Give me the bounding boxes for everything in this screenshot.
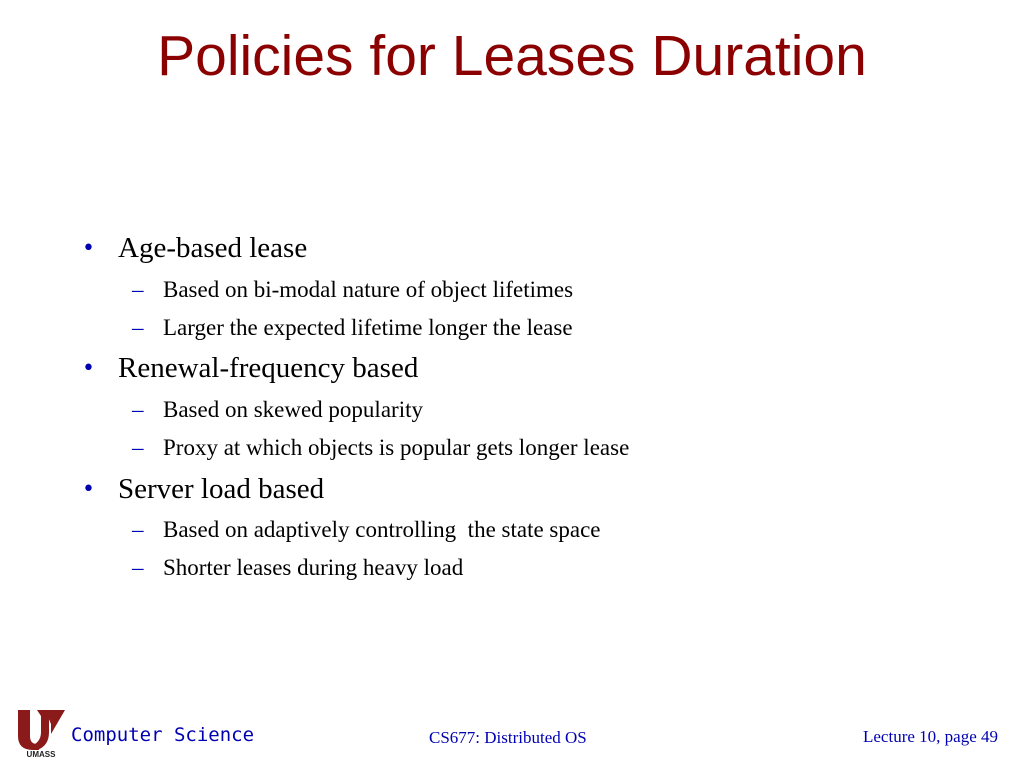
footer-course: CS677: Distributed OS [429, 728, 587, 747]
sub-bullet-item [132, 277, 574, 303]
sub-bullet-item [132, 397, 423, 423]
bullet-text: Renewal-frequency based [118, 352, 419, 384]
umass-logo-icon [15, 706, 67, 758]
sub-bullet-text: Based on skewed popularity [163, 397, 423, 422]
bullet-item [82, 232, 308, 265]
sub-bullet-text: Based on bi-modal nature of object lifetimes [163, 277, 574, 302]
bullet-item [82, 473, 325, 506]
sub-bullet-text: Based on adaptively controlling the state space [163, 517, 601, 542]
sub-bullet-item [132, 555, 464, 581]
bullet-marker: • [82, 477, 95, 502]
sub-bullet-item [132, 435, 630, 461]
footer-page-number: Lecture 10, page 49 [863, 727, 998, 746]
bullet-marker: • [82, 236, 95, 261]
sub-bullet-item [132, 315, 573, 341]
sub-bullet-text: Larger the expected lifetime longer the lease [163, 315, 573, 340]
sub-bullet-text: Proxy at which objects is popular gets longer lease [163, 435, 630, 460]
sub-bullet-item [132, 517, 601, 543]
dash-marker: – [132, 435, 144, 460]
dash-marker: – [132, 315, 144, 340]
sub-bullet-text: Shorter leases during heavy load [163, 555, 464, 580]
dash-marker: – [132, 555, 144, 580]
bullet-text: Age-based lease [118, 232, 308, 264]
dash-marker: – [132, 397, 144, 422]
slide-title: Policies for Leases Duration [157, 24, 867, 88]
logo-wordmark: UMASS [26, 750, 56, 758]
dash-marker: – [132, 517, 144, 542]
bullet-marker: • [82, 356, 95, 381]
bullet-text: Server load based [118, 473, 325, 505]
footer-brand: Computer Science [71, 724, 255, 746]
dash-marker: – [132, 277, 144, 302]
bullet-item [82, 352, 419, 385]
umass-logo [15, 706, 67, 758]
